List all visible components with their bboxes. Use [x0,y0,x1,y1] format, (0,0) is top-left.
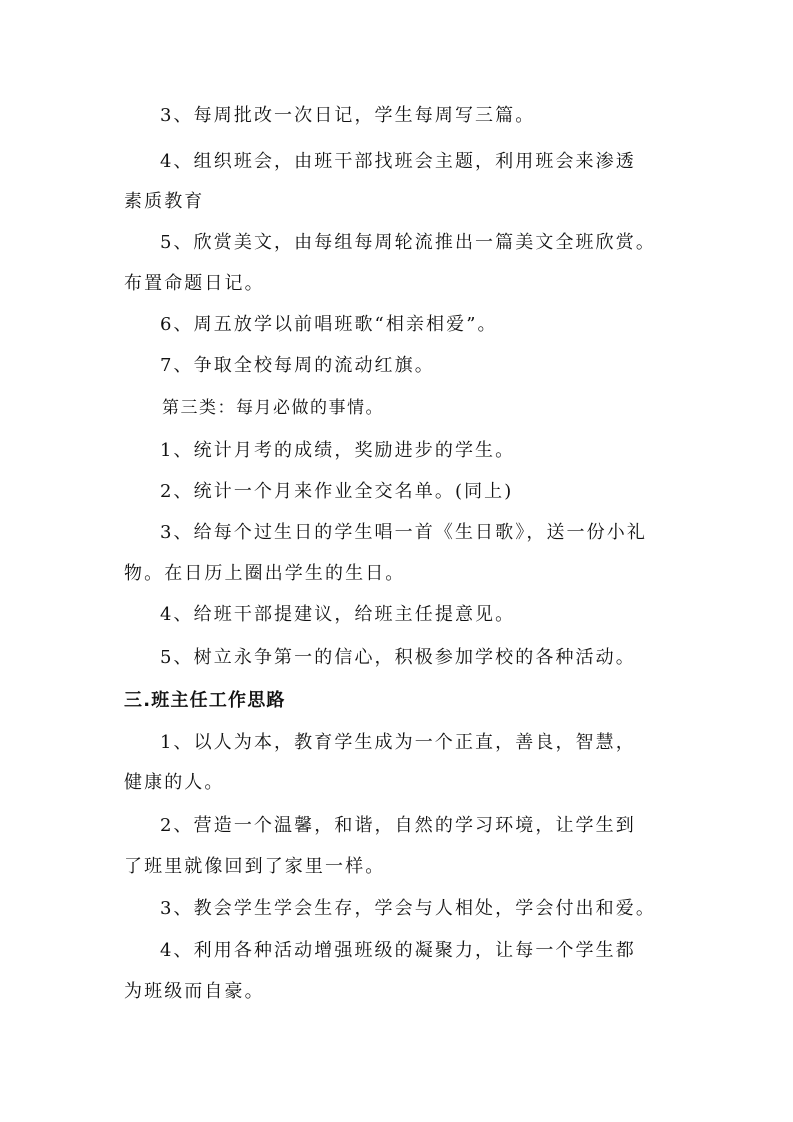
text-line: 5、树立永争第一的信心，积极参加学校的各种活动。 [160,647,636,668]
text-line: 3、给每个过生日的学生唱一首《生日歌》，送一份小礼 [160,522,647,543]
text-line: 4、组织班会，由班干部找班会主题，利用班会来渗透 [160,151,636,172]
text-line: 为班级而自豪。 [124,981,265,1002]
text-line: 1、以人为本，教育学生成为一个正直，善良，智慧， [160,732,636,753]
text-line: 了班里就像回到了家里一样。 [124,856,386,877]
text-line: 2、统计一个月来作业全交名单。(同上) [160,481,514,502]
text-line: 3、教会学生学会生存，学会与人相处，学会付出和爱。 [160,898,656,919]
text-line: 5、欣赏美文，由每组每周轮流推出一篇美文全班欣赏。 [160,232,656,253]
text-line: 7、争取全校每周的流动红旗。 [160,355,435,376]
text-line: 4、利用各种活动增强班级的凝聚力，让每一个学生都 [160,940,636,961]
text-line: 6、周五放学以前唱班歌“相亲相爱”。 [160,314,498,335]
text-line: 4、给班干部提建议，给班主任提意见。 [160,604,516,625]
text-line: 1、统计月考的成绩，奖励进步的学生。 [160,440,516,461]
category-heading: 第三类：每月必做的事情。 [162,398,384,418]
section-heading: 三.班主任工作思路 [124,690,286,711]
text-line: 3、每周批改一次日记，学生每周写三篇。 [160,105,536,126]
text-line: 健康的人。 [124,772,225,793]
text-line: 物。在日历上圈出学生的生日。 [124,563,406,584]
text-line: 2、营造一个温馨，和谐，自然的学习环境，让学生到 [160,815,636,836]
text-line: 布置命题日记。 [124,273,265,294]
text-line: 素质教育 [124,191,205,212]
